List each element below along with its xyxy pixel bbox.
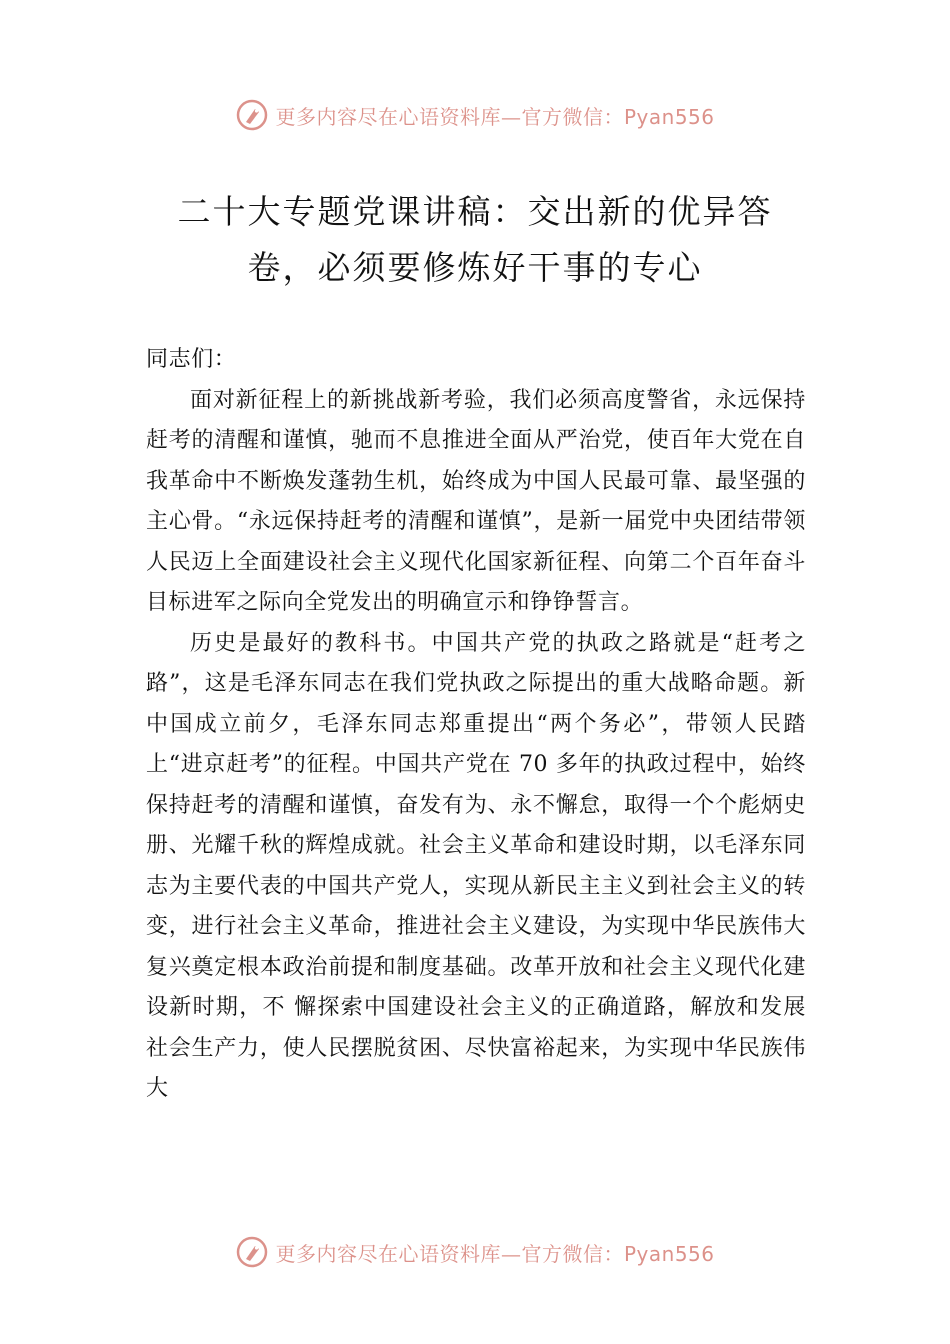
footer-watermark xyxy=(0,1232,950,1272)
document-body xyxy=(146,340,806,1110)
salutation: 同志们： xyxy=(146,347,237,372)
watermark-text: 更多内容尽在心语资料库—官方微信：Pyan556 xyxy=(275,1241,715,1266)
paragraph: 面对新征程上的新挑战新考验，我们必须高度警省，永远保持赶考的清醒和谨慎，驰而不息推进全面从严治党，使百年大党在自我革命中不断焕发蓬勃生机，始终成为中国人民最可靠、最坚强的主心骨。“永远保持赶考的清醒和谨慎”，是新一届党中央团结带领人民迈上全面建设社会主义现代化国家新征程、向第二个百年奋斗目标进军之际向全党发出的明确宣示和铮铮誓言。 xyxy=(146,387,806,615)
pen-nib-icon xyxy=(235,98,269,132)
document-title xyxy=(120,184,830,296)
pen-nib-icon xyxy=(235,1235,269,1269)
paragraph: 历史是最好的教科书。中国共产党的执政之路就是“赶考之路”，这是毛泽东同志在我们党执政之际提出的重大战略命题。新中国成立前夕，毛泽东同志郑重提出“两个务必”，带领人民踏上“进京赶考”的征程。中国共产党在 70 多年的执政过程中，始终保持赶考的清醒和谨慎，奋发有为、永不懈怠，取得一个个彪炳史册、光耀千秋的辉煌成就。社会主义革命和建设时期，以毛泽东同志为主要代表的中国共产党人，实现从新民主主义到社会主义的转变，进行社会主义革命，推进社会主义建设，为实现中华民族伟大复兴奠定根本政治前提和制度基础。改革开放和社会主义现代化建设新时期，不 懈探索中国建设社会主义的正确道路，解放和发展社会生产力，使人民摆脱贫困、尽快富裕起来，为实现中华民族伟大 xyxy=(146,630,806,1101)
title-line-2: 卷，必须要修炼好干事的专心 xyxy=(247,248,703,287)
header-watermark xyxy=(0,95,950,135)
watermark-text: 更多内容尽在心语资料库—官方微信：Pyan556 xyxy=(275,104,715,129)
title-line-1: 二十大专题党课讲稿：交出新的优异答 xyxy=(177,192,773,231)
